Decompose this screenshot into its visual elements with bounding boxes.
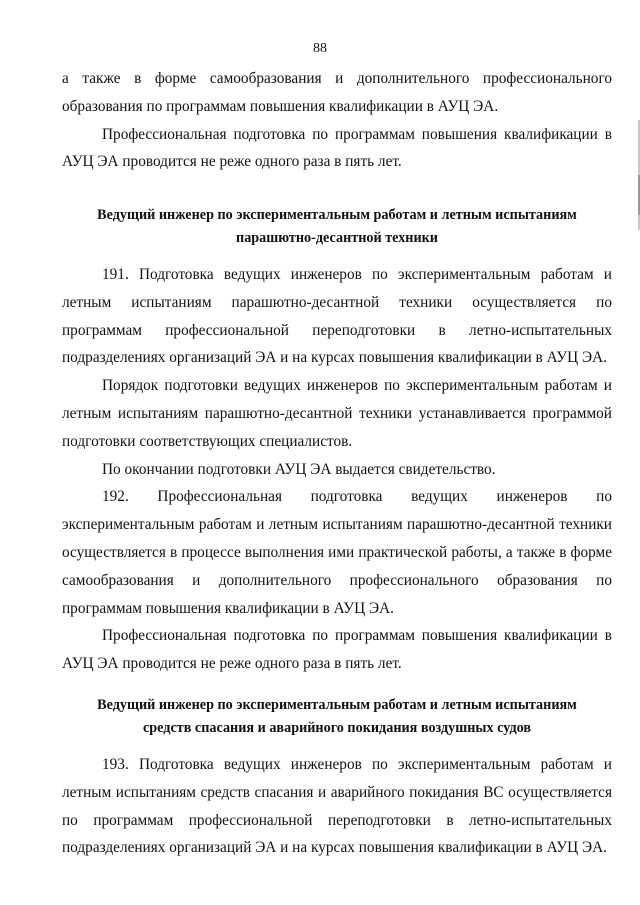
paragraph-continuation: а также в форме самообразования и дополнительного профессионального образования по программам повышения квалификации в АУЦ ЭА.	[62, 70, 612, 115]
paragraph-193: 193. Подготовка ведущих инженеров по экспериментальным работам и летным испытаниям средств спасания и аварийного покидания ВС осуществляется по программам профессиональной переподготовки в летно-испытательных подразделениях организаций ЭА и на курсах повышения квалификации в АУЦ ЭА.	[62, 756, 612, 857]
text-block-rescue	[62, 751, 612, 862]
paragraph-192: 192. Профессиональная подготовка ведущих инженеров по экспериментальным работам и летным испытаниям парашютно-десантной техники осуществляется в процессе выполнения ими практической работы, а также в форме самообразования и дополнительного профессионального образования по программам повышения квалификации в АУЦ ЭА.	[62, 488, 612, 617]
section-heading-rescue	[62, 694, 612, 740]
heading-line: Ведущий инженер по экспериментальным работам и летным испытаниям	[97, 207, 577, 223]
paragraph: По окончании подготовки АУЦ ЭА выдается свидетельство.	[102, 460, 496, 478]
paragraph: Профессиональная подготовка по программам повышения квалификации в АУЦ ЭА проводится не реже одного раза в пять лет.	[62, 125, 612, 171]
paragraph-191: 191. Подготовка ведущих инженеров по экспериментальным работам и летным испытаниям парашютно-десантной техники осуществляется по программам профессиональной переподготовки в летно-испытательных подразделениях организаций ЭА и на курсах повышения квалификации в АУЦ ЭА.	[62, 266, 612, 367]
heading-line: парашютно-десантной техники	[236, 230, 438, 246]
paragraph: Порядок подготовки ведущих инженеров по экспериментальным работам и летным испытаниям парашютно-десантной техники устанавливается программой подготовки соответствующих специалистов.	[62, 377, 612, 450]
section-heading-parachute	[62, 204, 612, 250]
heading-line: Ведущий инженер по экспериментальным работам и летным испытаниям	[97, 697, 577, 713]
heading-line: средств спасания и аварийного покидания воздушных судов	[142, 720, 532, 736]
text-block-intro	[62, 65, 612, 176]
text-block-parachute	[62, 261, 612, 678]
page-number: 88	[313, 41, 327, 56]
paragraph: Профессиональная подготовка по программам повышения квалификации в АУЦ ЭА проводится не реже одного раза в пять лет.	[62, 627, 612, 673]
